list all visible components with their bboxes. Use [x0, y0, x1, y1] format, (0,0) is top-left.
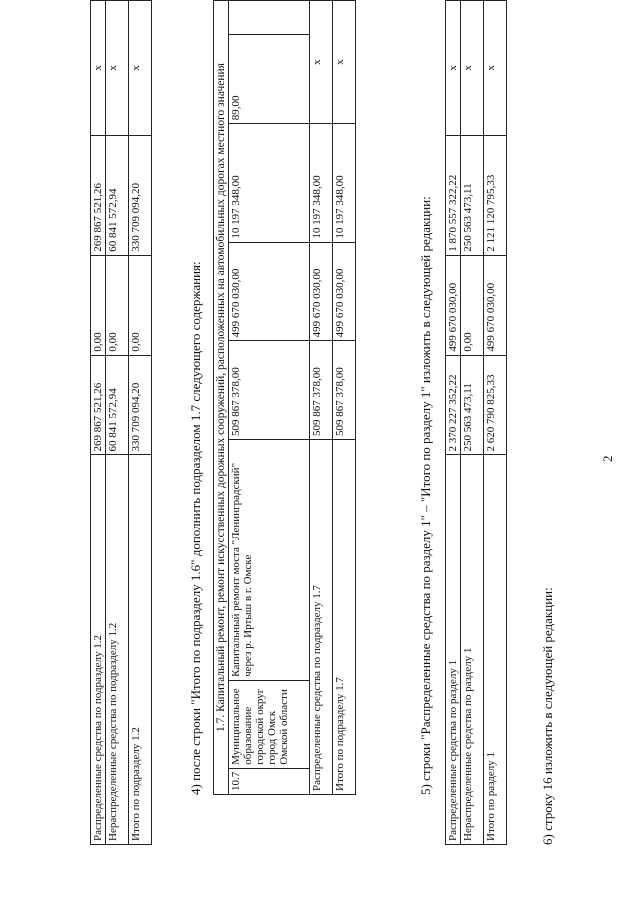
section-title: 1.7. Капитальный ремонт, ремонт искусственных дорожных сооружений, расположенных на автомобильных дорогах местного значения — [214, 1, 229, 795]
table-row — [106, 1, 129, 845]
cell-value: 0,00 — [461, 255, 484, 355]
cell-value: 10 197 348,00 — [333, 124, 356, 242]
table-section-1 — [445, 0, 507, 845]
cell-value: 0,00 — [106, 255, 129, 355]
cell-value: 499 670 030,00 — [310, 242, 333, 341]
row-label: Итого по разделу 1 — [484, 455, 507, 845]
cell-value: 509 867 378,00 — [333, 341, 356, 440]
row-label: Нераспределенные средства по разделу 1 — [461, 455, 484, 845]
cell-value: 10 197 348,00 — [229, 124, 310, 242]
table-row — [310, 1, 333, 795]
object-name: Капитальный ремонт моста "Ленинградский" через р. Иртыш в г. Омске — [229, 440, 310, 681]
cell-value: 499 670 030,00 — [229, 242, 310, 341]
row-label: Нераспределенные средства по подразделу 1.2 — [106, 455, 129, 845]
row-label: Распределенные средства по подразделу 1.2 — [91, 455, 106, 845]
cell-x: x — [461, 1, 484, 136]
row-label: Распределенные средства по разделу 1 — [446, 455, 461, 845]
cell-x: x — [91, 1, 106, 136]
cell-value: 499 670 030,00 — [484, 255, 507, 355]
table-subsection-1-7 — [213, 0, 356, 795]
cell-value: 0,00 — [91, 255, 106, 355]
paragraph-6: 6) строку 16 изложить в следующей редакции: — [540, 587, 555, 845]
cell-x: x — [446, 1, 461, 136]
cell-value: 250 563 473,11 — [461, 135, 484, 255]
item-number: 10.7 — [229, 768, 310, 794]
table-row — [91, 1, 106, 845]
table-row — [129, 1, 152, 845]
cell-value: 2 620 790 825,33 — [484, 355, 507, 455]
table-subsection-1-2 — [90, 0, 152, 845]
cell-x: x — [310, 1, 333, 124]
table-row — [333, 1, 356, 795]
cell-empty — [229, 1, 310, 35]
cell-value: 509 867 378,00 — [229, 341, 310, 440]
cell-value: 499 670 030,00 — [333, 242, 356, 341]
table-row — [484, 1, 507, 845]
table-row — [461, 1, 484, 845]
paragraph-4: 4) после строки "Итого по подразделу 1.6" дополнить подразделом 1.7 следующего содержания: — [188, 261, 203, 795]
cell-value: 0,00 — [129, 255, 152, 355]
row-label: Итого по подразделу 1.2 — [129, 455, 152, 845]
cell-value: 10 197 348,00 — [310, 124, 333, 242]
table-row — [229, 1, 310, 795]
cell-value: 269 867 521,26 — [91, 355, 106, 455]
cell-value: 509 867 378,00 — [310, 341, 333, 440]
section-header-row — [214, 1, 229, 795]
municipality: Муниципальное образование городской округ город Омск Омской области — [229, 680, 310, 768]
cell-x: x — [484, 1, 507, 136]
cell-value: 89,00 — [229, 35, 310, 124]
cell-x: x — [129, 1, 152, 136]
cell-value: 2 370 227 352,22 — [446, 355, 461, 455]
cell-value: 250 563 473,11 — [461, 355, 484, 455]
cell-value: 1 870 557 322,22 — [446, 135, 461, 255]
table-row — [446, 1, 461, 845]
row-label: Итого по подразделу 1.7 — [333, 440, 356, 795]
page-number: 2 — [600, 455, 615, 462]
cell-value: 60 841 572,94 — [106, 135, 129, 255]
cell-value: 2 121 120 795,33 — [484, 135, 507, 255]
paragraph-5: 5) строки "Распределенные средства по разделу 1" – "Итого по разделу 1" изложить в следующей редакции: — [418, 196, 433, 795]
cell-value: 499 670 030,00 — [446, 255, 461, 355]
cell-value: 330 709 094,20 — [129, 355, 152, 455]
row-label: Распределенные средства по подразделу 1.7 — [310, 440, 333, 795]
cell-x: x — [333, 1, 356, 124]
cell-x: x — [106, 1, 129, 136]
cell-value: 60 841 572,94 — [106, 355, 129, 455]
cell-value: 330 709 094,20 — [129, 135, 152, 255]
cell-value: 269 867 521,26 — [91, 135, 106, 255]
